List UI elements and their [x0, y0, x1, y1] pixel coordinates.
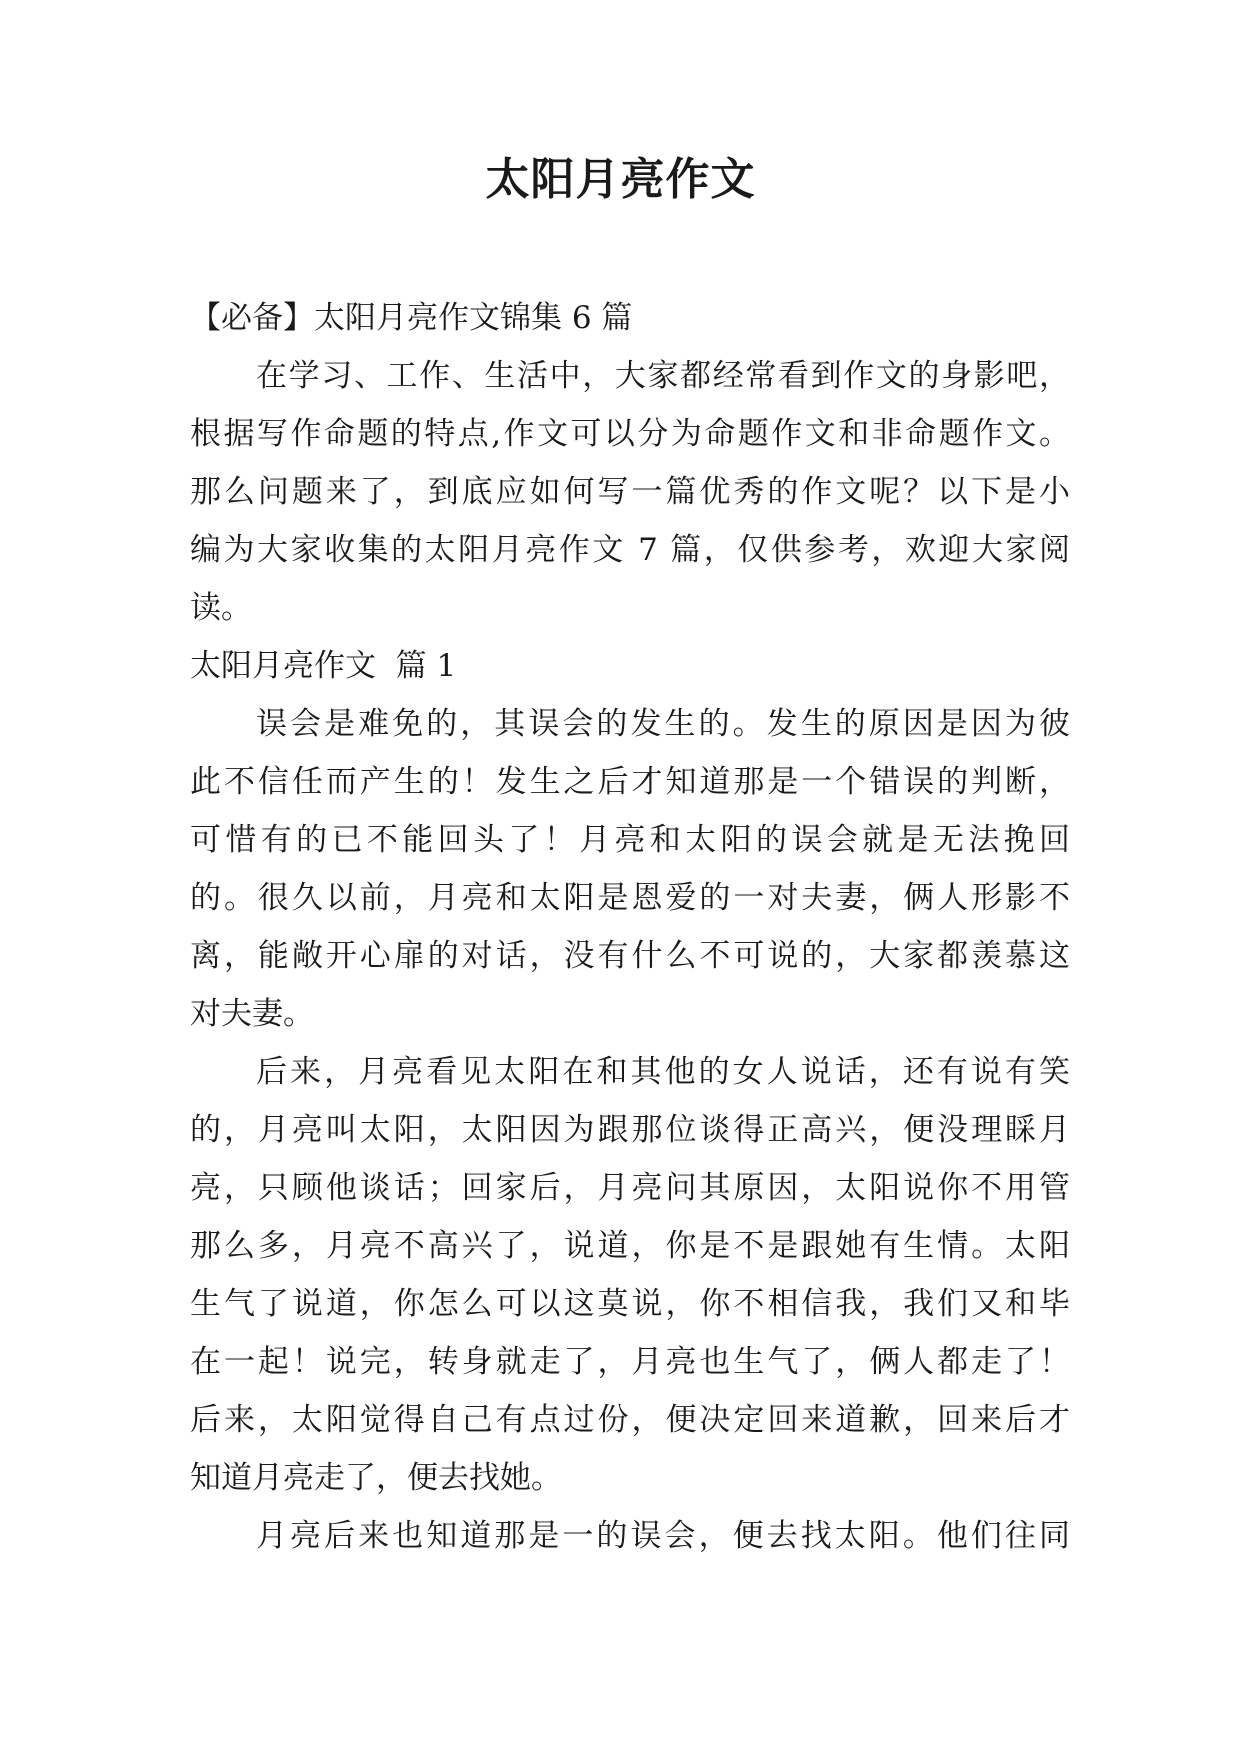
document-subtitle: 【必备】太阳月亮作文锦集 6 篇 — [190, 300, 633, 336]
paragraph-1 — [190, 695, 1070, 1043]
paragraph-3 — [190, 1507, 1070, 1565]
paragraph-line: 编为大家收集的太阳月亮作文 7 篇，仅供参考，欢迎大家阅 — [190, 532, 1070, 568]
paragraph-line: 知道月亮走了，便去找她。 — [190, 1460, 562, 1496]
paragraph-line: 亮，只顾他谈话；回家后，月亮问其原因，太阳说你不用管 — [190, 1170, 1070, 1206]
intro-paragraph — [190, 347, 1070, 637]
paragraph-line: 在学习、工作、生活中，大家都经常看到作文的身影吧， — [256, 358, 1070, 394]
paragraph-2 — [190, 1043, 1070, 1507]
paragraph-line: 的，月亮叫太阳，太阳因为跟那位谈得正高兴，便没理睬月 — [190, 1112, 1070, 1148]
paragraph-line: 那么问题来了，到底应如何写一篇优秀的作文呢？以下是小 — [190, 474, 1070, 510]
paragraph-line: 的。很久以前，月亮和太阳是恩爱的一对夫妻，俩人形影不 — [190, 880, 1070, 916]
paragraph-line: 后来，太阳觉得自己有点过份，便决定回来道歉，回来后才 — [190, 1402, 1070, 1438]
section-heading: 太阳月亮作文 篇 1 — [190, 648, 457, 684]
paragraph-line: 在一起！说完，转身就走了，月亮也生气了，俩人都走了！ — [190, 1344, 1070, 1380]
paragraph-line: 根据写作命题的特点,作文可以分为命题作文和非命题作文。 — [190, 416, 1070, 452]
paragraph-line: 此不信任而产生的！发生之后才知道那是一个错误的判断， — [190, 764, 1070, 800]
document-body — [190, 289, 1070, 1565]
paragraph-line: 后来，月亮看见太阳在和其他的女人说话，还有说有笑 — [256, 1054, 1070, 1090]
paragraph-line: 对夫妻。 — [190, 996, 314, 1032]
paragraph-line: 读。 — [190, 590, 252, 626]
document-title: 太阳月亮作文 — [485, 154, 756, 205]
paragraph-line: 可惜有的已不能回头了！月亮和太阳的误会就是无法挽回 — [190, 822, 1070, 858]
paragraph-line: 误会是难免的，其误会的发生的。发生的原因是因为彼 — [256, 706, 1070, 742]
paragraph-line: 离，能敞开心扉的对话，没有什么不可说的，大家都羡慕这 — [190, 938, 1070, 974]
paragraph-line: 生气了说道，你怎么可以这莫说，你不相信我，我们又和毕 — [190, 1286, 1070, 1322]
paragraph-line: 月亮后来也知道那是一的误会，便去找太阳。他们往同 — [256, 1518, 1070, 1554]
paragraph-line: 那么多，月亮不高兴了，说道，你是不是跟她有生情。太阳 — [190, 1228, 1070, 1264]
